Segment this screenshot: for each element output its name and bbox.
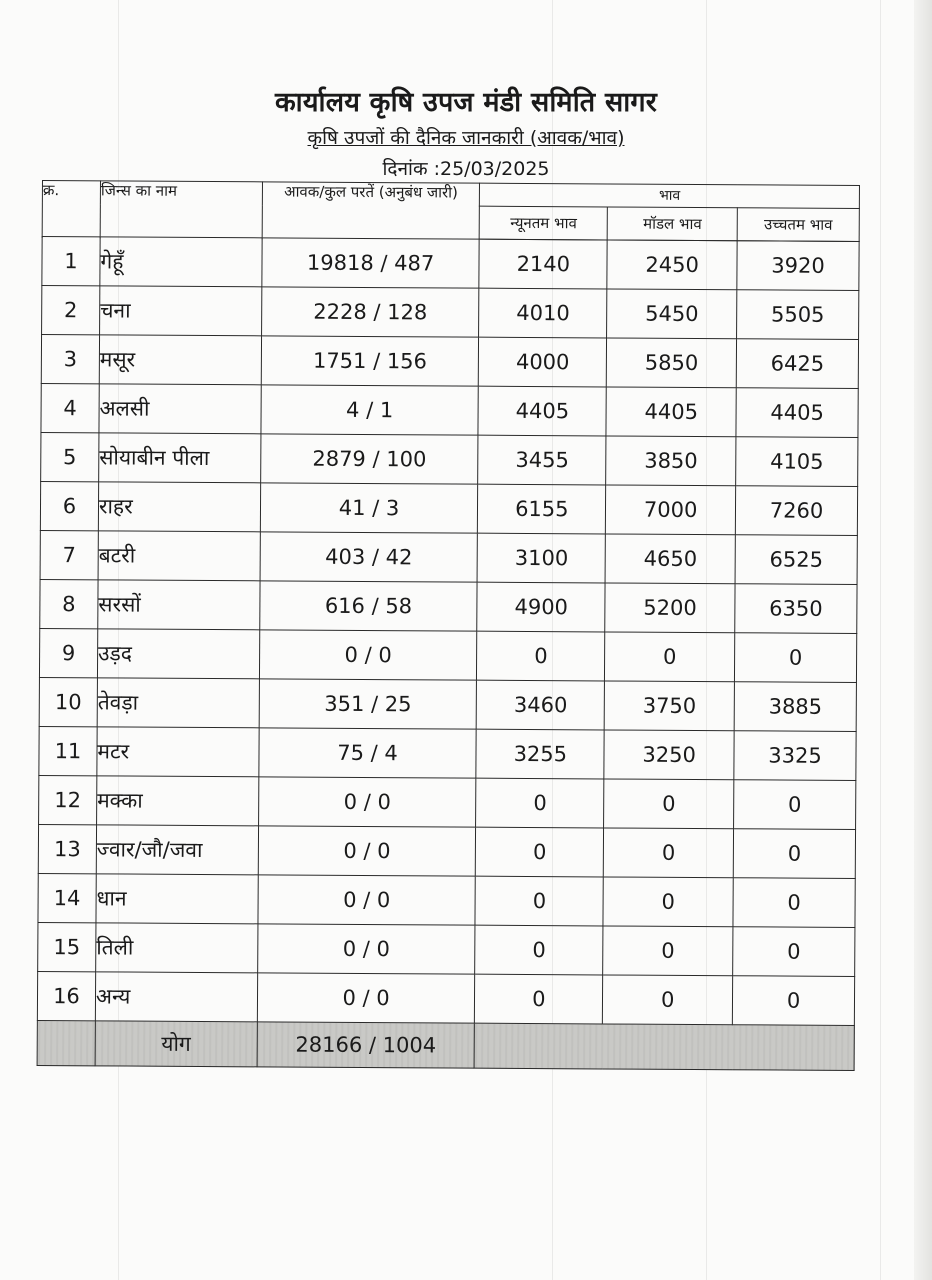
serial-cell: 1 (42, 237, 100, 286)
min-price-cell: 3100 (477, 533, 605, 583)
modal-price-cell: 0 (604, 828, 734, 878)
table-row (41, 383, 858, 437)
serial-cell: 13 (38, 824, 96, 873)
serial-cell: 10 (39, 677, 97, 726)
serial-cell: 15 (38, 922, 96, 971)
modal-price-cell: 0 (603, 926, 733, 976)
max-price-cell: 0 (733, 878, 855, 928)
min-price-cell: 3455 (478, 435, 606, 485)
serial-cell: 11 (39, 726, 97, 775)
header-max-price: उच्चतम भाव (737, 208, 859, 242)
max-price-cell: 0 (735, 633, 857, 683)
serial-cell: 2 (42, 286, 100, 335)
arrival-cell: 0 / 0 (258, 826, 476, 876)
max-price-cell: 0 (732, 976, 854, 1026)
min-price-cell: 3255 (476, 729, 604, 779)
table-row (40, 481, 857, 535)
modal-price-cell: 3250 (604, 730, 734, 780)
total-row (37, 1020, 854, 1070)
arrival-cell: 75 / 4 (259, 728, 477, 778)
modal-price-cell: 3750 (604, 681, 734, 731)
min-price-cell: 0 (476, 827, 604, 877)
commodity-name-cell: अन्य (95, 972, 257, 1022)
modal-price-cell: 0 (604, 779, 734, 829)
min-price-cell: 0 (476, 778, 604, 828)
table-row (40, 579, 857, 633)
commodity-name-cell: सोयाबीन पीला (99, 433, 261, 483)
total-label: योग (95, 1021, 257, 1067)
serial-cell: 6 (40, 481, 98, 530)
header-commodity: जिन्स का नाम (100, 181, 262, 238)
total-arrival: 28166 / 1004 (257, 1022, 475, 1068)
arrival-cell: 0 / 0 (258, 777, 476, 827)
serial-cell: 14 (38, 873, 96, 922)
commodity-name-cell: अलसी (99, 384, 261, 434)
min-price-cell: 4010 (479, 288, 607, 338)
table-row (42, 237, 859, 291)
arrival-cell: 19818 / 487 (262, 238, 480, 288)
modal-price-cell: 2450 (607, 240, 737, 290)
modal-price-cell: 0 (603, 877, 733, 927)
min-price-cell: 0 (475, 876, 603, 926)
min-price-cell: 4900 (477, 582, 605, 632)
serial-cell: 12 (39, 775, 97, 824)
max-price-cell: 5505 (737, 290, 859, 340)
arrival-cell: 0 / 0 (258, 875, 476, 925)
table-row (40, 530, 857, 584)
max-price-cell: 0 (733, 927, 855, 977)
arrival-cell: 616 / 58 (259, 581, 477, 631)
table-row (39, 677, 856, 731)
header-bhav: भाव (480, 183, 860, 208)
serial-cell: 9 (39, 628, 97, 677)
max-price-cell: 6425 (736, 339, 858, 389)
table-row (42, 286, 859, 340)
arrival-cell: 41 / 3 (260, 483, 478, 533)
arrival-cell: 403 / 42 (260, 532, 478, 582)
max-price-cell: 4105 (736, 437, 858, 487)
report-subtitle: कृषि उपजों की दैनिक जानकारी (आवक/भाव) (307, 127, 625, 149)
modal-price-cell: 5450 (607, 289, 737, 339)
arrival-cell: 0 / 0 (259, 630, 477, 680)
arrival-cell: 0 / 0 (257, 924, 475, 974)
commodity-name-cell: राहर (98, 482, 260, 532)
table-row (38, 922, 855, 976)
min-price-cell: 0 (477, 631, 605, 681)
table-row (39, 775, 856, 829)
arrival-cell: 0 / 0 (257, 973, 475, 1023)
serial-cell: 7 (40, 530, 98, 579)
serial-cell: 16 (37, 971, 95, 1020)
scan-artifact-line (880, 0, 881, 1280)
max-price-cell: 3885 (734, 682, 856, 732)
arrival-cell: 1751 / 156 (261, 336, 479, 386)
min-price-cell: 3460 (477, 680, 605, 730)
commodity-name-cell: मटर (97, 727, 259, 777)
total-blank-prices (475, 1023, 855, 1070)
min-price-cell: 4405 (478, 386, 606, 436)
table-row (39, 628, 856, 682)
max-price-cell: 0 (733, 829, 855, 879)
min-price-cell: 6155 (478, 484, 606, 534)
office-title: कार्यालय कृषि उपज मंडी समिति सागर (274, 87, 658, 118)
modal-price-cell: 4650 (605, 534, 735, 584)
table-row (38, 873, 855, 927)
max-price-cell: 0 (734, 780, 856, 830)
serial-cell: 4 (41, 383, 99, 432)
table-row (38, 824, 855, 878)
modal-price-cell: 4405 (606, 387, 736, 437)
table-row (41, 335, 858, 389)
commodity-name-cell: तिली (96, 923, 258, 973)
modal-price-cell: 0 (603, 975, 733, 1025)
max-price-cell: 6350 (735, 584, 857, 634)
header-modal-price: मॉडल भाव (607, 207, 737, 241)
min-price-cell: 0 (475, 925, 603, 975)
commodity-name-cell: बटरी (98, 531, 260, 581)
serial-cell: 8 (40, 579, 98, 628)
commodity-name-cell: सरसों (98, 580, 260, 630)
modal-price-cell: 5850 (607, 338, 737, 388)
commodity-name-cell: चना (99, 286, 261, 336)
arrival-cell: 2879 / 100 (260, 434, 478, 484)
table-row (41, 432, 858, 486)
max-price-cell: 6525 (735, 535, 857, 585)
commodity-name-cell: धान (96, 874, 258, 924)
modal-price-cell: 5200 (605, 583, 735, 633)
arrival-cell: 351 / 25 (259, 679, 477, 729)
max-price-cell: 7260 (735, 486, 857, 536)
min-price-cell: 0 (475, 974, 603, 1024)
modal-price-cell: 3850 (606, 436, 736, 486)
min-price-cell: 4000 (479, 337, 607, 387)
commodity-name-cell: ज्वार/जौ/जवा (96, 825, 258, 875)
commodity-name-cell: उड़द (97, 629, 259, 679)
arrival-cell: 2228 / 128 (261, 287, 479, 337)
total-blank-cell (37, 1020, 95, 1065)
commodity-name-cell: मक्का (96, 776, 258, 826)
max-price-cell: 3920 (737, 241, 859, 291)
max-price-cell: 3325 (734, 731, 856, 781)
min-price-cell: 2140 (479, 239, 607, 289)
page-edge-shadow (914, 0, 932, 1280)
table-row (37, 971, 854, 1025)
modal-price-cell: 0 (605, 632, 735, 682)
serial-cell: 3 (41, 335, 99, 384)
header-serial: क्र. (42, 181, 100, 237)
commodity-name-cell: गेहूँ (100, 237, 262, 287)
commodity-price-table (37, 180, 860, 1071)
modal-price-cell: 7000 (606, 485, 736, 535)
table-row (39, 726, 856, 780)
header-min-price: न्यूनतम भाव (480, 206, 608, 240)
serial-cell: 5 (41, 432, 99, 481)
arrival-cell: 4 / 1 (261, 385, 479, 435)
header-arrival: आवक/कुल परतें (अनुबंध जारी) (262, 182, 480, 239)
report-date: दिनांक :25/03/2025 (382, 158, 550, 180)
max-price-cell: 4405 (736, 388, 858, 438)
commodity-name-cell: तेवड़ा (97, 678, 259, 728)
commodity-name-cell: मसूर (99, 335, 261, 385)
